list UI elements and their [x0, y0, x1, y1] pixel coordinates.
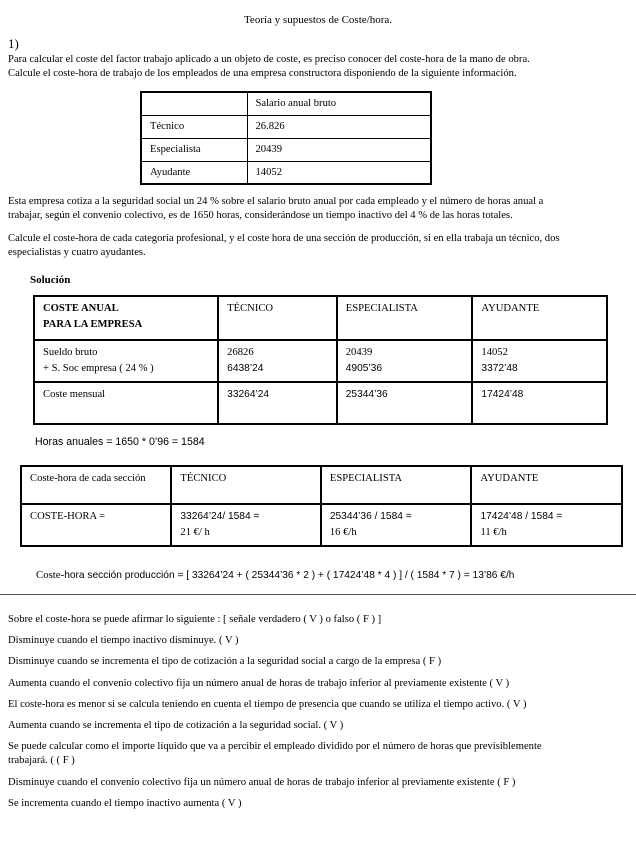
annual-hours: Horas anuales = 1650 * 0’96 = 1584	[35, 436, 205, 448]
statement-line: Se puede calcular como el importe líquido que va a percibir el empleado dividido por el número de horas que previsiblemente	[8, 741, 542, 752]
salary-value: 20439	[247, 138, 431, 161]
cell-line: 26826	[227, 347, 254, 358]
statement-item: Se incrementa cuando el tiempo inactivo aumenta ( V )	[8, 798, 242, 809]
hourly-cost-table	[20, 465, 623, 547]
hour-row-label: COSTE-HORA =	[21, 504, 171, 546]
table-row	[141, 115, 431, 138]
solution-label: Solución	[30, 274, 71, 286]
especialista-salary-cell	[337, 340, 473, 382]
paragraph-line: Calcule el coste-hora de cada categoría profesional, y el coste hora de una sección de producción, si en ella trabaja un técnico, dos	[8, 233, 560, 244]
formula-prefix: Coste-	[36, 569, 65, 581]
cost-header-line: COSTE ANUAL	[43, 303, 119, 314]
intro-paragraph	[8, 53, 628, 81]
statement-item: Disminuye cuando el tiempo inactivo disminuye. ( V )	[8, 635, 239, 646]
table-row	[141, 92, 431, 115]
intro-line-2: Calcule el coste-hora de trabajo de los empleados de una empresa constructora disponiendo de la siguiente información.	[8, 68, 517, 79]
table-row	[34, 382, 607, 424]
annual-cost-table	[33, 295, 608, 425]
salary-value: 26.826	[247, 115, 431, 138]
tecnico-monthly-cell: 33264’24	[218, 382, 337, 424]
cell-line: 11 €/h	[480, 527, 507, 538]
cell-line: 33264’24/ 1584 =	[180, 511, 260, 522]
salary-value: 14052	[247, 161, 431, 184]
salary-table	[140, 91, 432, 185]
cell-line: 4905’36	[345, 363, 383, 374]
row-label-line: Sueldo bruto	[43, 347, 98, 358]
cost-header-label	[34, 296, 218, 340]
cell-line: 25344’36 / 1584 =	[329, 511, 412, 522]
table-row	[141, 138, 431, 161]
statements-intro: Sobre el coste-hora se puede afirmar lo siguiente : [ señale verdadero ( V ) o falso ( F ) ]	[8, 614, 382, 625]
table-row	[34, 340, 607, 382]
cell-line: 20439	[345, 347, 373, 358]
salary-row-label	[34, 340, 218, 382]
paragraph-line: trabajar, según el convenio colectivo, es de 1650 horas, considerándose un tiempo inactivo del 4 % de las horas totales.	[8, 210, 513, 221]
paragraph-line: especialistas y cuatro ayudantes.	[8, 247, 146, 258]
col-header-tecnico: TÉCNICO	[171, 466, 320, 504]
col-header-especialista: ESPECIALISTA	[321, 466, 472, 504]
tecnico-salary-cell	[218, 340, 337, 382]
statement-item: Aumenta cuando el convenio colectivo fija un número anual de horas de trabajo inferior al previamente existente ( V )	[8, 678, 510, 689]
table-row	[34, 296, 607, 340]
task-paragraph	[8, 232, 628, 260]
tecnico-hour-cell	[171, 504, 320, 546]
salary-category: Técnico	[141, 115, 247, 138]
especialista-monthly-cell: 25344’36	[337, 382, 473, 424]
statement-item: Disminuye cuando el convenio colectivo fija un número anual de horas de trabajo inferior al previamente existente ( F )	[8, 777, 516, 788]
ayudante-monthly-cell: 17424’48	[472, 382, 607, 424]
statement-item: Aumenta cuando se incrementa el tipo de cotización a la seguridad social. ( V )	[8, 720, 344, 731]
question-number: 1)	[8, 36, 19, 51]
cell-line: 21 €/ h	[180, 527, 210, 538]
ayudante-hour-cell	[471, 504, 622, 546]
section-divider	[0, 594, 636, 595]
cell-line: 6438’24	[227, 363, 264, 374]
statement-item: Disminuye cuando se incrementa el tipo de cotización a la seguridad social a cargo de la empresa ( F )	[8, 656, 442, 667]
cell-line: 14052	[481, 347, 508, 358]
cell-line: 17424’48 / 1584 =	[480, 511, 563, 522]
cell-line: 3372’48	[481, 363, 518, 374]
statement-line: trabajará. ( ( F )	[8, 755, 75, 766]
col-header-tecnico: TÉCNICO	[218, 296, 337, 340]
social-security-paragraph	[8, 195, 628, 223]
salary-table-corner	[141, 92, 247, 115]
hour-header-label: Coste-hora de cada sección	[21, 466, 171, 504]
monthly-row-label: Coste mensual	[34, 382, 218, 424]
col-header-ayudante: AYUDANTE	[471, 466, 622, 504]
statement-item: El coste-hora es menor si se calcula teniendo en cuenta el tiempo de presencia que cuando se utiliza el tiempo activo. ( V )	[8, 699, 527, 710]
page-title: Teoría y supuestos de Coste/hora.	[243, 14, 392, 26]
salary-category: Especialista	[141, 138, 247, 161]
row-label-line: + S. Soc empresa ( 24 % )	[43, 363, 154, 374]
production-section-formula	[36, 569, 514, 581]
table-row	[21, 466, 622, 504]
intro-line-1: Para calcular el coste del factor trabajo aplicado a un objeto de coste, es preciso conocer del coste-hora de la mano de obra.	[8, 54, 530, 65]
cell-line: 16 €/h	[329, 527, 357, 538]
salary-category: Ayudante	[141, 161, 247, 184]
col-header-ayudante: AYUDANTE	[472, 296, 607, 340]
cost-header-line: PARA LA EMPRESA	[43, 319, 143, 330]
formula-body: hora sección producción = [ 33264’24 + ( 25344’36 * 2 ) + ( 17424’48 * 4 ) ] / ( 1584 * 7 ) = 13’86 €/h	[64, 570, 515, 581]
paragraph-line: Esta empresa cotiza a la seguridad social un 24 % sobre el salario bruto anual por cada empleado y el número de horas anual a	[8, 196, 544, 207]
statement-item	[8, 740, 628, 768]
table-row	[141, 161, 431, 184]
col-header-especialista: ESPECIALISTA	[337, 296, 473, 340]
especialista-hour-cell	[321, 504, 472, 546]
table-row	[21, 504, 622, 546]
salary-table-header: Salario anual bruto	[247, 92, 431, 115]
ayudante-salary-cell	[472, 340, 607, 382]
